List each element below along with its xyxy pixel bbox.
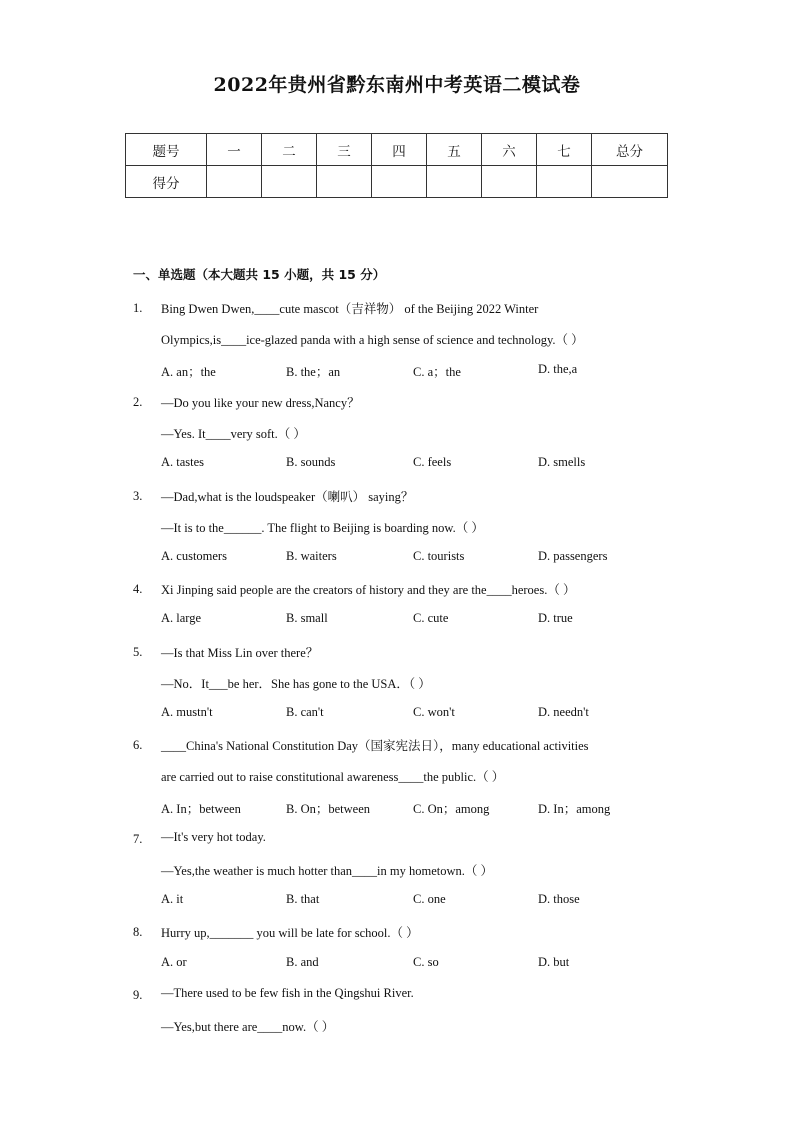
question-text: —No．It___be her．She has gone to the USA．（ ） [161,677,431,691]
question-text: —Yes,the weather is much hotter than____in my hometown.（ ） [161,864,494,878]
header-cell: 四 [372,134,427,166]
question-text: Olympics,is____ice-glazed panda with a high sense of science and technology.（ ） [161,333,584,347]
option-b: B. that [286,892,320,906]
option-b: B. sounds [286,455,336,469]
header-cell: 三 [317,134,372,166]
question-text: —Dad,what is the loudspeaker（喇叭） saying？ [161,490,414,504]
question-text: —Yes,but there are____now.（ ） [161,1020,335,1034]
question-text: —There used to be few fish in the Qingshui River. [161,986,414,1000]
question-number: 5. [133,645,143,659]
question-text: —It is to the______. The flight to Beijing is boarding now.（ ） [161,521,484,535]
question-number: 4. [133,582,143,596]
header-cell: 二 [262,134,317,166]
option-d: D. needn't [538,705,589,719]
option-c: C. On；among [413,802,490,816]
question-number: 3. [133,489,143,503]
option-a: A. customers [161,549,227,563]
option-a: A. tastes [161,455,205,469]
question-number: 6. [133,738,143,752]
row-label-cell: 得分 [126,166,207,198]
score-table-header-row [126,134,668,166]
question-text: Bing Dwen Dwen,____cute mascot（吉祥物） of the Beijing 2022 Winter [161,302,539,316]
header-cell: 一 [207,134,262,166]
option-d: D. those [538,892,580,906]
question-number: 9. [133,988,143,1002]
header-cell: 题号 [126,134,207,166]
option-a: A. an；the [161,365,216,379]
page-title: 2022年贵州省黔东南州中考英语二模试卷 [213,74,581,96]
option-b: B. On；between [286,802,371,816]
option-c: C. cute [413,611,449,625]
score-cell [317,166,372,198]
option-b: B. the；an [286,365,341,379]
question-text: Hurry up,_______ you will be late for school.（ ） [161,926,419,940]
score-cell [262,166,317,198]
question-number: 2. [133,395,143,409]
question-text: are carried out to raise constitutional awareness____the public.（ ） [161,770,505,784]
option-c: C. a；the [413,365,461,379]
question-text: Xi Jinping said people are the creators of history and they are the____heroes.（ ） [161,583,576,597]
option-c: C. won't [413,705,455,719]
score-cell [592,166,668,198]
score-cell [482,166,537,198]
question-number: 1. [133,301,143,315]
option-a: A. or [161,955,187,969]
question-text: ____China's National Constitution Day（国家宪法日），many educational activities [161,739,589,753]
question-text: —Yes. It____very soft.（ ） [161,427,306,441]
score-table [125,133,668,198]
option-a: A. it [161,892,184,906]
option-d: D. smells [538,455,586,469]
option-d: D. In；among [538,802,611,816]
score-cell [427,166,482,198]
header-cell: 总分 [592,134,668,166]
header-cell: 六 [482,134,537,166]
question-number: 8. [133,925,143,939]
option-b: B. small [286,611,328,625]
option-c: C. one [413,892,446,906]
option-c: C. so [413,955,439,969]
option-b: B. waiters [286,549,337,563]
option-a: A. large [161,611,202,625]
score-cell [537,166,592,198]
option-a: A. In；between [161,802,241,816]
option-d: D. true [538,611,573,625]
question-text: —Is that Miss Lin over there？ [161,646,319,660]
option-d: D. but [538,955,570,969]
score-cell [207,166,262,198]
score-cell [372,166,427,198]
question-text: —Do you like your new dress,Nancy？ [161,396,360,410]
question-text: —It's very hot today. [161,830,266,844]
option-a: A. mustn't [161,705,213,719]
header-cell: 五 [427,134,482,166]
option-d: D. passengers [538,549,608,563]
option-c: C. tourists [413,549,465,563]
option-c: C. feels [413,455,452,469]
score-table-score-row [126,166,668,198]
section-heading: 一、单选题（本大题共 15 小题，共 15 分） [133,267,386,282]
question-number: 7. [133,832,143,846]
header-cell: 七 [537,134,592,166]
option-b: B. and [286,955,319,969]
option-b: B. can't [286,705,324,719]
option-d: D. the,a [538,362,578,376]
